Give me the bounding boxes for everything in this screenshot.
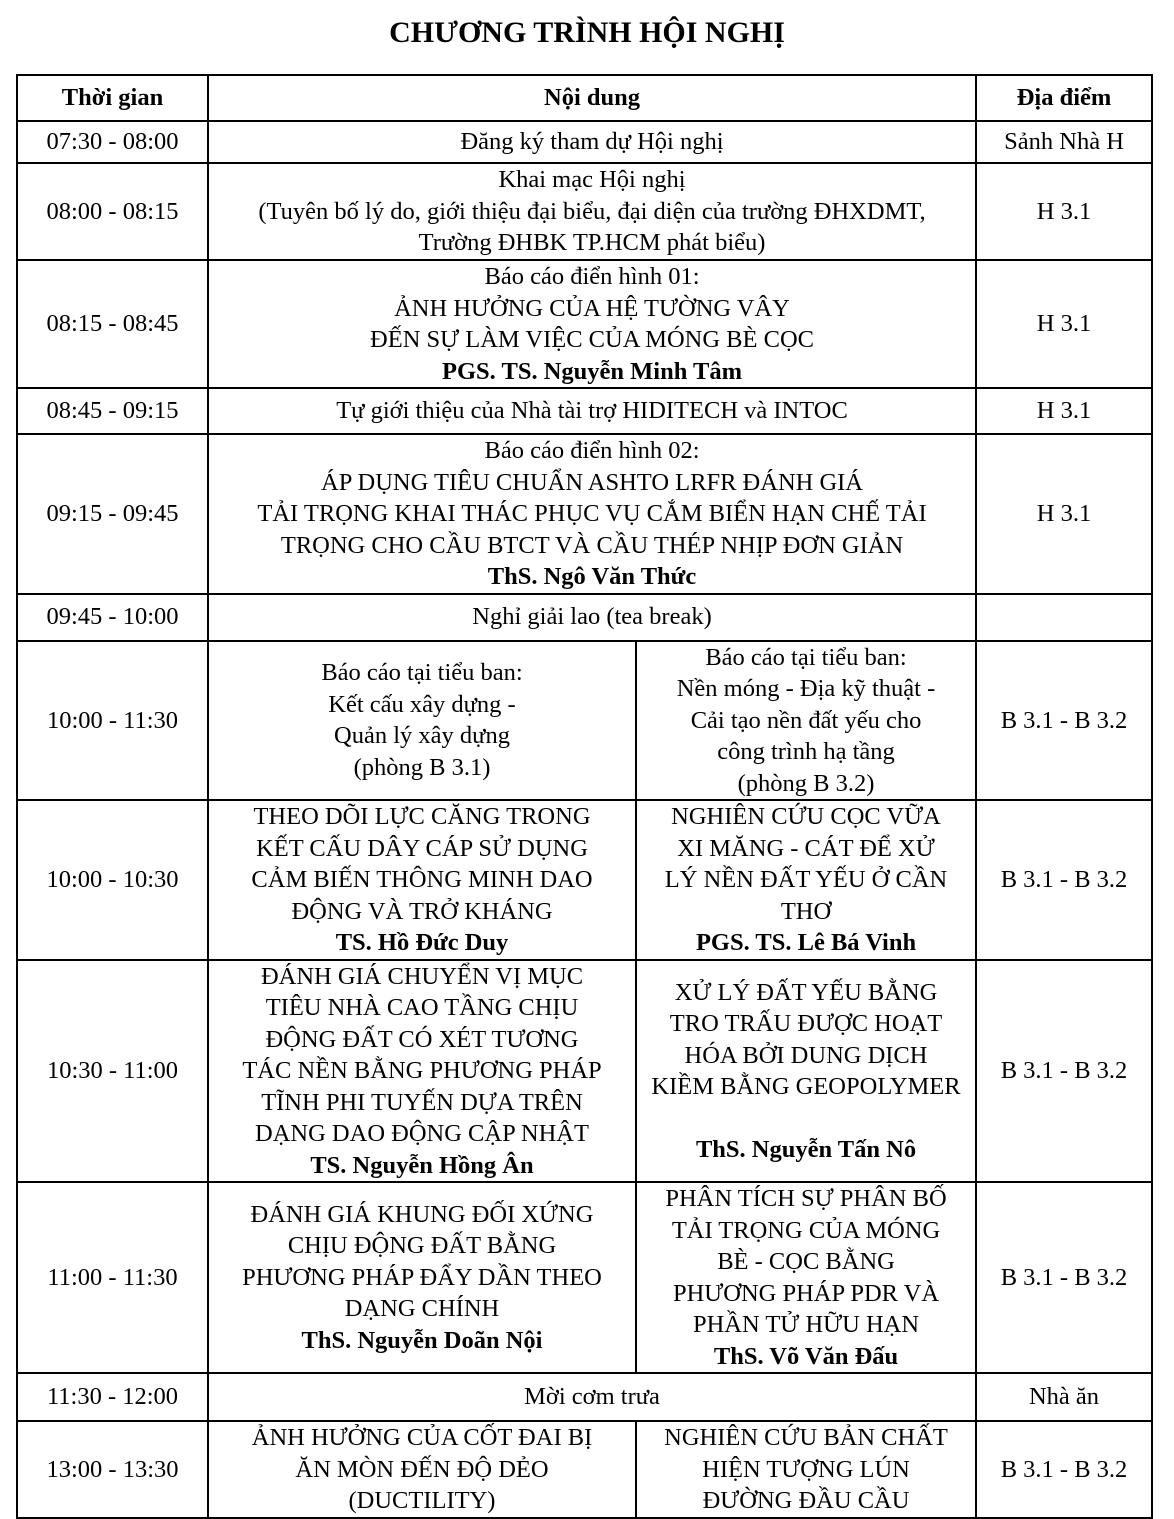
talk-line: PHÂN TÍCH SỰ PHÂN BỐ (665, 1185, 947, 1212)
author-name: TS. Hồ Đức Duy (335, 929, 509, 956)
talk-line: PHƯƠNG PHÁP ĐẨY DẦN THEO (242, 1263, 602, 1291)
session-line: (phòng B 3.1) (353, 753, 491, 781)
talk-line: NGHIÊN CỨU BẢN CHẤT (664, 1424, 948, 1451)
session-line: Cải tạo nền đất yếu cho (690, 706, 922, 734)
time-cell: 08:00 - 08:15 (17, 163, 208, 260)
talk-line: HIỆN TƯỢNG LÚN (702, 1455, 910, 1483)
talk-line: CẢM BIẾN THÔNG MINH DAO (251, 866, 593, 893)
content-cell (208, 260, 976, 388)
author-name: ThS. Nguyễn Doãn Nội (301, 1326, 543, 1354)
talk-line: CHỊU ĐỘNG ĐẤT BẰNG (287, 1232, 557, 1260)
table-row (17, 641, 1152, 801)
talk-left-cell (208, 800, 636, 960)
content-line: Tự giới thiệu của Nhà tài trợ HIDITECH và INTOC (336, 397, 848, 425)
talk-line: ĐÁNH GIÁ KHUNG ĐỐI XỨNG (250, 1200, 594, 1228)
header-time: Thời gian (17, 75, 208, 121)
time-cell: 10:30 - 11:00 (17, 960, 208, 1183)
time-cell: 09:45 - 10:00 (17, 594, 208, 641)
time-cell: 08:45 - 09:15 (17, 388, 208, 434)
line-spacer (641, 1103, 971, 1134)
session-right-cell (636, 641, 976, 801)
session-line: Báo cáo tại tiểu ban: (705, 643, 907, 671)
talk-line: DẠNG DAO ĐỘNG CẬP NHẬT (255, 1120, 589, 1147)
talk-line: ĐÁNH GIÁ CHUYỂN VỊ MỤC (260, 962, 584, 990)
talk-left-cell (208, 1182, 636, 1373)
talk-line: TRO TRẤU ĐƯỢC HOẠT (669, 1010, 943, 1037)
content-cell (208, 434, 976, 594)
author-name: ThS. Võ Văn Đấu (713, 1342, 899, 1370)
talk-line: XI MĂNG - CÁT ĐỂ XỬ (677, 834, 935, 862)
session-line: (phòng B 3.2) (737, 769, 875, 797)
talk-right-cell (636, 1421, 976, 1518)
content-line: ÁP DỤNG TIÊU CHUẨN ASHTO LRFR ĐÁNH GIÁ (321, 468, 863, 496)
header-row (17, 75, 1152, 121)
talk-line: HÓA BỞI DUNG DỊCH (684, 1041, 928, 1069)
table-row (17, 960, 1152, 1183)
session-left-cell (208, 641, 636, 801)
content-line: Báo cáo điển hình 02: (484, 437, 700, 464)
talk-line: TĨNH PHI TUYẾN DỰA TRÊN (261, 1088, 583, 1116)
session-line: công trình hạ tầng (717, 738, 895, 765)
talk-line: (DUCTILITY) (348, 1487, 496, 1514)
talk-line: ĐỘNG VÀ TRỞ KHÁNG (291, 897, 553, 925)
talk-line: ĐƯỜNG ĐẦU CẦU (702, 1487, 910, 1514)
table-row (17, 434, 1152, 594)
table-row (17, 121, 1152, 163)
session-line: Nền móng - Địa kỹ thuật - (676, 675, 936, 702)
author-name: ThS. Ngô Văn Thức (487, 563, 697, 590)
talk-right-cell (636, 800, 976, 960)
talk-line: ĐỘNG ĐẤT CÓ XÉT TƯƠNG (265, 1025, 579, 1053)
talk-left-cell (208, 1421, 636, 1518)
venue-cell: B 3.1 - B 3.2 (976, 1182, 1152, 1373)
content-line: Đăng ký tham dự Hội nghị (460, 128, 724, 156)
session-line: Quản lý xây dựng (334, 722, 510, 750)
time-cell: 11:00 - 11:30 (17, 1182, 208, 1373)
header-venue: Địa điểm (976, 75, 1152, 121)
table-row (17, 1182, 1152, 1373)
talk-line: LÝ NỀN ĐẤT YẾU Ở CẦN (664, 866, 948, 893)
venue-cell: H 3.1 (976, 163, 1152, 260)
talk-line: PHƯƠNG PHÁP PDR VÀ (672, 1279, 940, 1307)
author-name: PGS. TS. Lê Bá Vinh (695, 929, 917, 956)
time-cell: 13:00 - 13:30 (17, 1421, 208, 1518)
venue-cell: Sảnh Nhà H (976, 121, 1152, 163)
content-cell: Mời cơm trưa (208, 1373, 976, 1421)
talk-right-cell (636, 960, 976, 1183)
talk-line: PHẦN TỬ HỮU HẠN (692, 1311, 920, 1338)
time-cell: 08:15 - 08:45 (17, 260, 208, 388)
session-line: Báo cáo tại tiểu ban: (321, 659, 523, 687)
venue-cell: B 3.1 - B 3.2 (976, 641, 1152, 801)
time-cell: 09:15 - 09:45 (17, 434, 208, 594)
venue-cell: H 3.1 (976, 434, 1152, 594)
talk-line: THƠ (780, 897, 832, 925)
table-row (17, 260, 1152, 388)
table-row (17, 388, 1152, 434)
talk-line: NGHIÊN CỨU CỌC VỮA (671, 803, 941, 830)
talk-line: BÈ - CỌC BẰNG (717, 1248, 895, 1275)
talk-left-cell (208, 960, 636, 1183)
content-line: ĐẾN SỰ LÀM VIỆC CỦA MÓNG BÈ CỌC (370, 326, 814, 353)
session-line: Kết cấu xây dựng - (328, 690, 516, 718)
time-cell: 07:30 - 08:00 (17, 121, 208, 163)
content-cell (208, 121, 976, 163)
venue-cell: H 3.1 (976, 260, 1152, 388)
talk-line: TIÊU NHÀ CAO TẦNG CHỊU (265, 994, 579, 1021)
page-title: CHƯƠNG TRÌNH HỘI NGHỊ (389, 16, 785, 49)
venue-cell: B 3.1 - B 3.2 (976, 960, 1152, 1183)
talk-line: TÁC NỀN BẰNG PHƯƠNG PHÁP (242, 1057, 602, 1084)
talk-line: ẢNH HƯỞNG CỦA CỐT ĐAI BỊ (251, 1424, 593, 1451)
table-row (17, 1373, 1152, 1421)
venue-cell: Nhà ăn (976, 1373, 1152, 1421)
author-name: PGS. TS. Nguyễn Minh Tâm (442, 357, 742, 385)
content-line: ẢNH HƯỞNG CỦA HỆ TƯỜNG VÂY (394, 294, 790, 322)
content-cell (208, 163, 976, 260)
header-content: Nội dung (208, 75, 976, 121)
talk-line: KIỀM BẰNG GEOPOLYMER (651, 1073, 961, 1100)
talk-line: KẾT CẤU DÂY CÁP SỬ DỤNG (256, 834, 588, 862)
talk-line: ĂN MÒN ĐẾN ĐỘ DẺO (295, 1455, 549, 1483)
talk-right-cell (636, 1182, 976, 1373)
talk-line: THEO DÕI LỰC CĂNG TRONG (253, 803, 591, 830)
talk-line: TẢI TRỌNG CỦA MÓNG (671, 1216, 941, 1244)
time-cell: 11:30 - 12:00 (17, 1373, 208, 1421)
content-line: Khai mạc Hội nghị (498, 166, 686, 194)
author-name: ThS. Nguyễn Tấn Nô (695, 1135, 917, 1163)
content-line: TRỌNG CHO CẦU BTCT VÀ CẦU THÉP NHỊP ĐƠN GIẢN (280, 531, 904, 559)
venue-cell: B 3.1 - B 3.2 (976, 800, 1152, 960)
program-table (16, 74, 1153, 1519)
time-cell: 10:00 - 10:30 (17, 800, 208, 960)
content-cell: Nghỉ giải lao (tea break) (208, 594, 976, 641)
content-line: Trường ĐHBK TP.HCM phát biểu) (418, 229, 766, 257)
table-row (17, 594, 1152, 641)
venue-cell (976, 594, 1152, 641)
content-line: Báo cáo điển hình 01: (484, 263, 700, 290)
content-line: TẢI TRỌNG KHAI THÁC PHỤC VỤ CẮM BIỂN HẠN CHẾ TẢI (257, 500, 927, 527)
content-cell (208, 388, 976, 434)
content-line: (Tuyên bố lý do, giới thiệu đại biểu, đại diện của trường ĐHXDMT, (258, 197, 926, 225)
table-row (17, 1421, 1152, 1518)
author-name: TS. Nguyễn Hồng Ân (310, 1151, 534, 1179)
venue-cell: H 3.1 (976, 388, 1152, 434)
table-row (17, 800, 1152, 960)
venue-cell: B 3.1 - B 3.2 (976, 1421, 1152, 1518)
talk-line: DẠNG CHÍNH (344, 1295, 500, 1323)
table-row (17, 163, 1152, 260)
talk-line: XỬ LÝ ĐẤT YẾU BẰNG (674, 978, 938, 1006)
time-cell: 10:00 - 11:30 (17, 641, 208, 801)
